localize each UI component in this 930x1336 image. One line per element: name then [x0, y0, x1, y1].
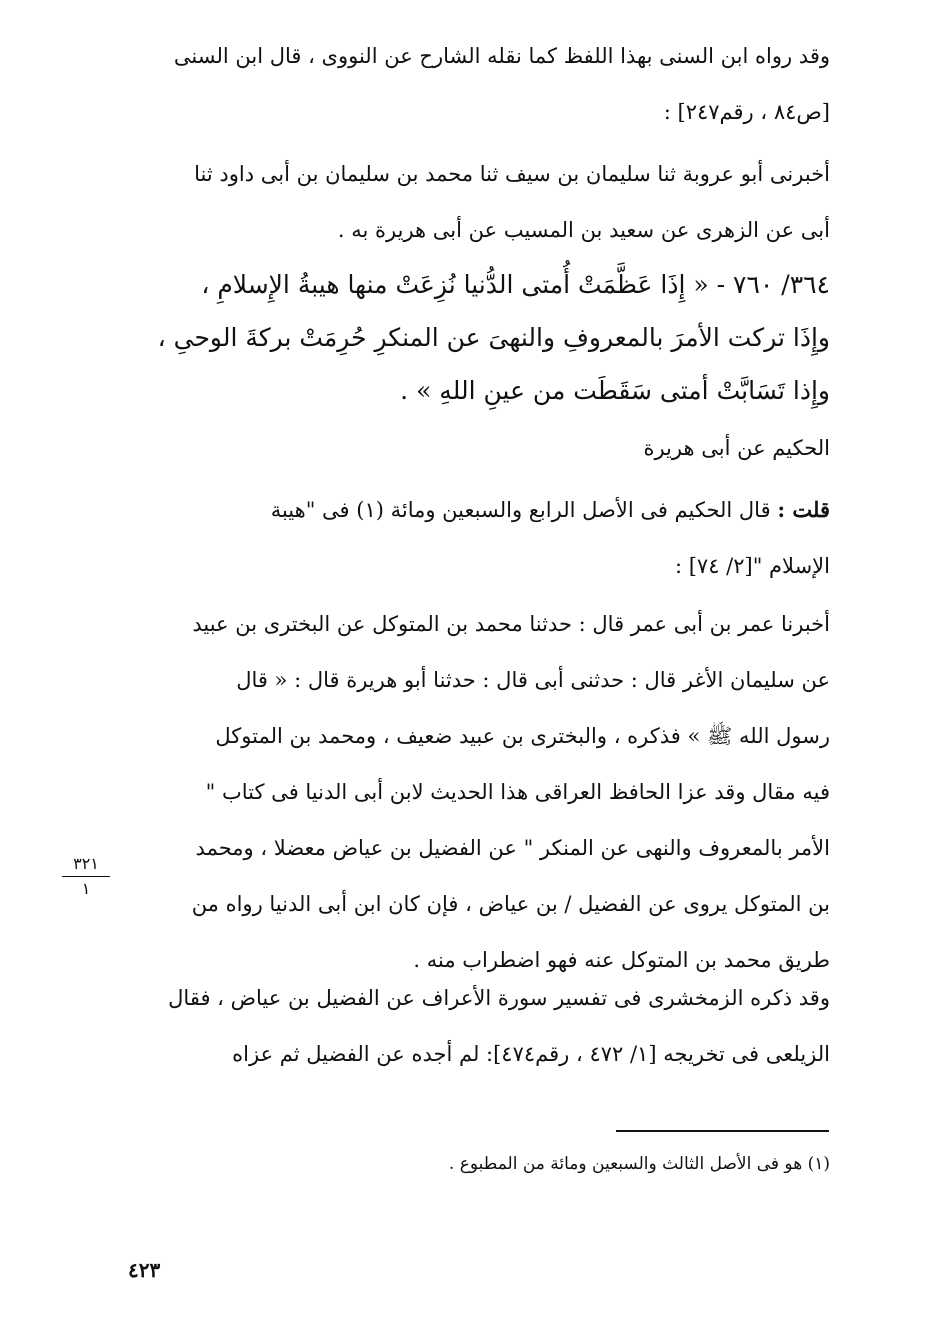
paragraph-ibn-sunni — [124, 28, 830, 140]
paragraph-isnad — [124, 146, 830, 258]
text-line: طريق محمد بن المتوكل عنه فهو اضطراب منه . — [413, 948, 830, 972]
qult-text: قال الحكيم فى الأصل الرابع والسبعين ومائة (١) فى "هيبة — [270, 498, 771, 522]
paragraph-qult — [124, 482, 830, 594]
text-line: الزيلعى فى تخريجه [١/ ٤٧٢ ، رقم٤٧٤]: لم أجده عن الفضيل ثم عزاه — [232, 1042, 830, 1066]
text-line: [ص٨٤ ، رقم٢٤٧] : — [663, 100, 830, 124]
paragraph-hakim-isnad — [124, 596, 830, 988]
text-line: وقد رواه ابن السنى بهذا اللفظ كما نقله الشارح عن النووى ، قال ابن السنى — [173, 44, 830, 68]
hadith-line: وإِذَا تركت الأمرَ بالمعروفِ والنهىَ عن المنكرِ حُرِمَتْ بركةَ الوحىِ ، — [157, 323, 830, 352]
text-line: بن المتوكل يروى عن الفضيل / بن عياض ، فإن كان ابن أبى الدنيا رواه من — [191, 892, 830, 916]
manuscript-folio-marker — [62, 854, 110, 899]
text-line: أخبرنا عمر بن أبى عمر قال : حدثنا محمد بن المتوكل عن البخترى بن عبيد — [192, 612, 830, 636]
hadith-text — [124, 258, 830, 417]
text-line: وقد ذكره الزمخشرى فى تفسير سورة الأعراف عن الفضيل بن عياض ، فقال — [168, 986, 830, 1010]
text-line: الأمر بالمعروف والنهى عن المنكر " عن الفضيل بن عياض معضلا ، ومحمد — [195, 836, 830, 860]
footnote: (١) هو فى الأصل الثالث والسبعين ومائة من المطبوع . — [448, 1154, 830, 1174]
hadith-line: وإِذا تَسَابَّتْ أمتى سَقَطَت من عينِ اللهِ » . — [400, 376, 830, 405]
page-number: ٤٢٣ — [128, 1258, 161, 1282]
folio-number: ٣٢١ — [62, 854, 110, 877]
text-line: عن سليمان الأغر قال : حدثنى أبى قال : حدثنا أبو هريرة قال : « قال — [236, 668, 830, 692]
paragraph-zamakhshari — [124, 970, 830, 1082]
text-line: أخبرنى أبو عروبة ثنا سليمان بن سيف ثنا محمد بن سليمان بن أبى داود ثنا — [194, 162, 830, 186]
text-line: فيه مقال وقد عزا الحافظ العراقى هذا الحديث لابن أبى الدنيا فى كتاب " — [205, 780, 830, 804]
folio-side: ١ — [81, 879, 91, 898]
footnote-divider — [616, 1130, 829, 1132]
text-line: أبى عن الزهرى عن سعيد بن المسيب عن أبى هريرة به . — [337, 218, 830, 242]
qult-label: قلت : — [777, 497, 830, 522]
text-line: رسول الله ﷺ » فذكره ، والبخترى بن عبيد ضعيف ، ومحمد بن المتوكل — [215, 724, 830, 748]
hadith-line: ٣٦٤/ ٧٦٠ - « إِذَا عَظَّمَتْ أُمتى الدُّنيا نُزِعَتْ منها هيبةُ الإِسلامِ ، — [201, 270, 830, 299]
text-line — [124, 482, 830, 538]
section-heading: الحكيم عن أبى هريرة — [643, 436, 830, 460]
text-line: الإسلام "[٢/ ٧٤] : — [674, 554, 830, 578]
